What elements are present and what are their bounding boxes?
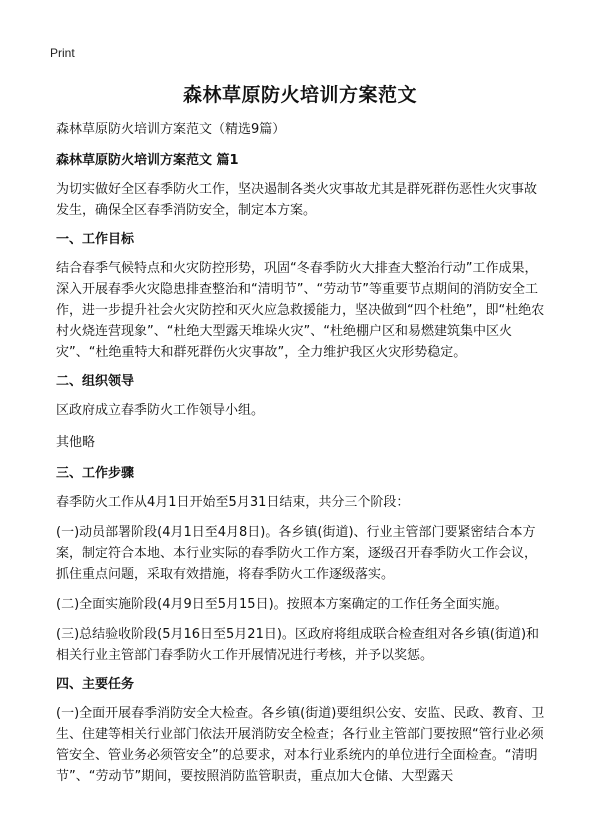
paragraph-step-3: (三)总结验收阶段(5月16日至5月21日)。区政府将组成联合检查组对各乡镇(街道)和相关行业主管部门春季防火工作开展情况进行考核，并予以奖惩。 xyxy=(56,627,540,663)
heading-goals: 一、工作目标 xyxy=(56,232,135,247)
paragraph-steps-intro: 春季防火工作从4月1日开始至5月31日结束，共分三个阶段： xyxy=(56,495,410,510)
paragraph-intro: 为切实做好全区春季防火工作，坚决遏制各类火灾事故尤其是群死群伤恶性火灾事故发生，确保全区春季消防安全，制定本方案。 xyxy=(56,182,538,218)
paragraph-task-1: (一)全面开展春季消防安全大检查。各乡镇(街道)要组织公安、安监、民政、教育、卫生、住建等相关行业部门依法开展消防安全检查；各行业主管部门要按照“管行业必须管安全、管业务必须管安全”的总要求，对本行业系统内的单位进行全面检查。“清明节”、“劳动节”期间，要按照消防监管职责，重点加大仓储、大型露天 xyxy=(56,706,545,784)
heading-steps: 三、工作步骤 xyxy=(56,466,135,481)
print-link[interactable]: Print xyxy=(50,46,75,60)
heading-leadership: 二、组织领导 xyxy=(56,374,135,389)
paragraph-goals: 结合春季气候特点和火灾防控形势，巩固“冬春季防火大排查大整治行动”工作成果，深入开展春季火灾隐患排查整治和“清明节”、“劳动节”等重要节点期间的消防安全工作，进一步提升社会火灾防控和灭火应急救援能力，坚决做到“四个杜绝”，即“杜绝农村火烧连营现象”、“杜绝大型露天堆垛火灾”、“杜绝棚户区和易燃建筑集中区火灾”、“杜绝重特大和群死群伤火灾事故”，全力维护我区火灾形势稳定。 xyxy=(56,261,545,360)
paragraph-other: 其他略 xyxy=(56,435,96,450)
document-title: 森林草原防火培训方案范文 xyxy=(182,84,417,106)
paragraph-leadership: 区政府成立春季防火工作领导小组。 xyxy=(56,403,265,418)
document-subtitle: 森林草原防火培训方案范文（精选9篇） xyxy=(56,122,286,137)
paragraph-step-2: (二)全面实施阶段(4月9日至5月15日)。按照本方案确定的工作任务全面实施。 xyxy=(56,597,508,612)
paragraph-step-1: (一)动员部署阶段(4月1日至4月8日)。各乡镇(街道)、行业主管部门要紧密结合本方案，制定符合本地、本行业实际的春季防火工作方案，逐级召开春季防火工作会议，抓住重点问题，采取有效措施，将春季防火工作逐级落实。 xyxy=(56,525,538,582)
heading-tasks: 四、主要任务 xyxy=(56,677,135,692)
section-title: 森林草原防火培训方案范文 篇1 xyxy=(56,153,239,168)
document-body xyxy=(56,119,548,796)
